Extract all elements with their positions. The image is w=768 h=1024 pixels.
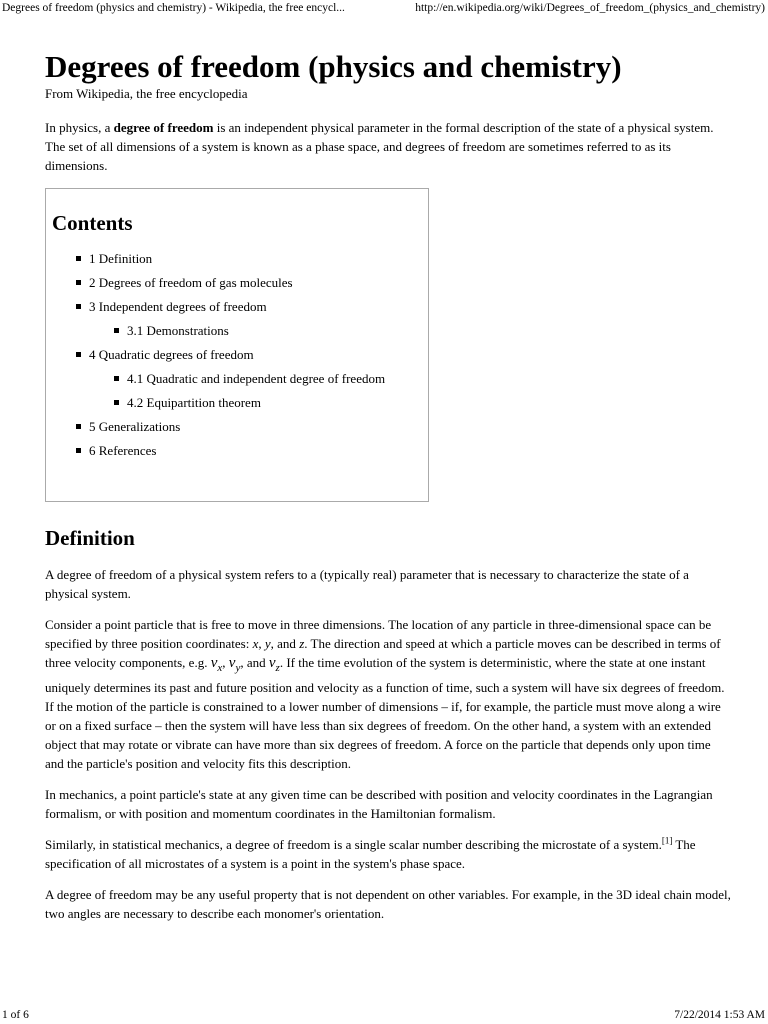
toc-item-definition[interactable]: 1 Definition xyxy=(52,249,423,268)
intro-paragraph: In physics, a degree of freedom is an independent physical parameter in the formal description of the state of a physical system. The set of all dimensions of a system is known as a phase space, and degrees of freedom are sometimes referred to as its dimensions. xyxy=(45,120,714,173)
toc-item-generalizations[interactable]: 5 Generalizations xyxy=(52,417,423,436)
site-subtitle: From Wikipedia, the free encyclopedia xyxy=(45,86,248,101)
toc-item-quadratic[interactable]: 4 Quadratic degrees of freedom xyxy=(52,345,423,364)
article-body xyxy=(45,118,731,935)
definition-paragraph-3: In mechanics, a point particle's state at any given time can be described with position and velocity coordinates in the Lagrangian formalism, or with position and momentum coordinates in the Hamiltonian formalism. xyxy=(45,787,713,821)
print-header xyxy=(0,0,768,18)
print-datetime: 7/22/2014 1:53 AM xyxy=(674,1009,765,1021)
toc-item-independent[interactable]: 3 Independent degrees of freedom xyxy=(52,297,423,316)
print-footer xyxy=(0,1008,768,1024)
print-header-title: Degrees of freedom (physics and chemistry) - Wikipedia, the free encycl... xyxy=(2,2,345,14)
velocity-vx: $v_x$ xyxy=(210,655,223,674)
toc-item-equipartition[interactable]: 4.2 Equipartition theorem xyxy=(52,393,423,412)
velocity-vy: $v_y$ xyxy=(228,655,241,674)
section-heading-definition: Definition xyxy=(45,526,135,550)
page-number: 1 of 6 xyxy=(2,1009,29,1021)
toc-item-demonstrations[interactable]: 3.1 Demonstrations xyxy=(52,321,423,340)
table-of-contents xyxy=(45,188,429,502)
toc-item-references[interactable]: 6 References xyxy=(52,441,423,460)
intro-term: degree of freedom xyxy=(113,120,214,135)
reference-link-1[interactable]: [1] xyxy=(661,835,673,846)
toc-title: Contents xyxy=(52,211,133,235)
toc-item-gas-molecules[interactable]: 2 Degrees of freedom of gas molecules xyxy=(52,273,423,292)
toc-item-quadratic-independent[interactable]: 4.1 Quadratic and independent degree of freedom xyxy=(52,369,423,388)
toc-list xyxy=(52,249,423,460)
print-header-url: http://en.wikipedia.org/wiki/Degrees_of_freedom_(physics_and_chemistry) xyxy=(415,2,765,14)
definition-paragraph-1: A degree of freedom of a physical system refers to a (typically real) parameter that is necessary to characterize the state of a physical system. xyxy=(45,567,689,601)
definition-paragraph-5: A degree of freedom may be any useful property that is not dependent on other variables. For example, in the 3D ideal chain model, two angles are necessary to describe each monomer's orientation. xyxy=(45,887,731,921)
definition-paragraph-2: Consider a point particle that is free to move in three dimensions. The location of any particle in three-dimensional space can be specified by three position coordinates: x, y, and z. The direction and speed at which a particle moves can be described in terms of three velocity components, e.g. $v_x$, $v_y$, and $v_z$. If the time evolution of the system is deterministic, where the state at one instant uniquely determines its past and future position and velocity as a function of time, such a system will have six degrees of freedom. If the motion of the particle is constrained to a lower number of dimensions – if, for example, the particle must move along a wire or on a fixed surface – then the system will have less than six degrees of freedom. On the other hand, a system with an extended object that may rotate or vibrate can have more than six degrees of freedom. A force on the particle that depends only upon time and the particle's position and velocity fits this description. xyxy=(45,617,725,771)
definition-paragraph-4: Similarly, in statistical mechanics, a degree of freedom is a single scalar number describing the microstate of a system.[1] The specification of all microstates of a system is a point in the system's phase space. xyxy=(45,835,696,871)
velocity-vz: $v_z$ xyxy=(268,655,280,674)
page-title: Degrees of freedom (physics and chemistry) xyxy=(45,49,622,84)
